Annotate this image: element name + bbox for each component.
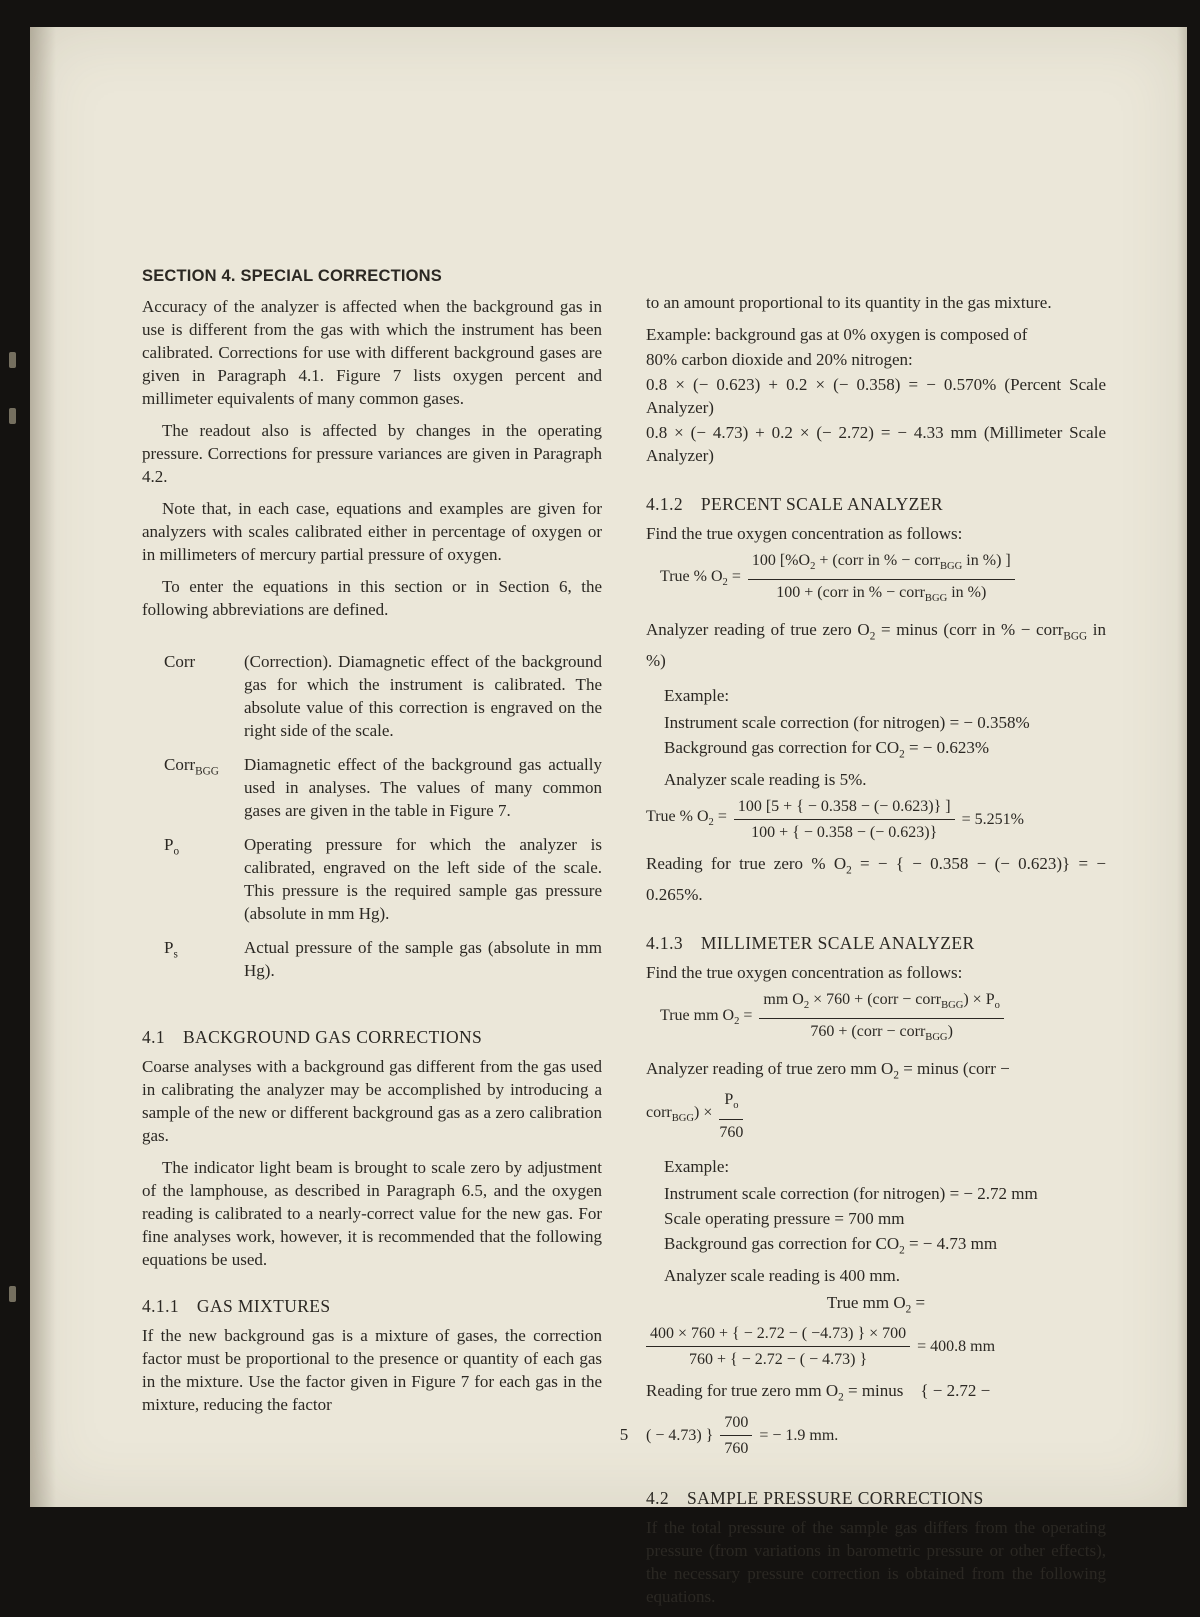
- fraction: [646, 1323, 910, 1370]
- document-page: [30, 27, 1187, 1606]
- paragraph: Note that, in each case, equations and examples are given for analyzers with scales calibrated either in percentage of oxygen or in millimeters of mercury partial pressure of oxygen.: [142, 499, 602, 564]
- paragraph: to an amount proportional to its quantity in the gas mixture.: [646, 293, 1052, 312]
- reading-line1: Reading for true zero mm $O_2$ = minus { − 2.72 −: [646, 1381, 991, 1404]
- definition-text: Operating pressure for which the analyzer is calibrated, engraved on the left side of the scale. This pressure is the required sample gas pressure (absolute in mm Hg).: [244, 835, 602, 923]
- paragraph: To enter the equations in this section or in Section 6, the following abbreviations are defined.: [142, 577, 602, 619]
- equation-true-percent-o2: [660, 550, 1106, 609]
- definition-term: $P_s$: [164, 938, 178, 961]
- zero-reading-line2: [646, 1089, 1106, 1142]
- paragraph: If the new background gas is a mixture of gases, the correction factor must be proportional to the presence or quantity of each gas in the mixture. Use the factor given in Figure 7 for each gas in the mixture, reducing the factor: [142, 1326, 602, 1414]
- equation-text: corr$_{BGG}$) ×: [646, 1104, 713, 1125]
- fraction-numerator: mm $O_2 \times 760$ + (corr − corr$_{BGG}$) × $P_o$: [759, 989, 1003, 1019]
- equation-rhs: = 5.251%: [961, 811, 1024, 829]
- paragraph: The readout also is affected by changes in the operating pressure. Corrections for pressure variances are given in Paragraph 4.2.: [142, 421, 602, 486]
- example-line: Instrument scale correction (for nitrogen) = − 2.72 mm: [664, 1183, 1038, 1203]
- example-line: Analyzer scale reading is 400 mm.: [664, 1265, 901, 1285]
- page-number: 5: [619, 1425, 629, 1444]
- heading-4-2: 4.2 SAMPLE PRESSURE CORRECTIONS: [646, 1487, 984, 1508]
- two-column-content: [142, 265, 1106, 1617]
- example-block: [664, 711, 1106, 791]
- fraction-denominator: 100 + (corr in % − corr$_{BGG}$ in %): [776, 584, 987, 605]
- heading-4-1: 4.1 BACKGROUND GAS CORRECTIONS: [142, 1027, 483, 1047]
- example-line: Scale operating pressure = 700 mm: [664, 1208, 905, 1228]
- definition-item: [164, 753, 602, 822]
- fraction-numerator: $P_o$: [719, 1089, 743, 1119]
- fraction: [734, 796, 955, 843]
- definition-item: [164, 650, 602, 742]
- right-column: [646, 265, 1106, 1617]
- example-line: Instrument scale correction (for nitrogen) = − 0.358%: [664, 712, 1030, 732]
- fraction-denominator: 100 + { − 0.358 − (− 0.623)}: [751, 824, 938, 842]
- equation-true-mm-o2-example: [646, 1323, 1106, 1370]
- paragraph: Find the true oxygen concentration as follows:: [646, 962, 963, 982]
- definition-term: Corr: [164, 652, 196, 671]
- fraction-denominator: 760 + (corr − corr$_{BGG}$): [810, 1022, 953, 1043]
- fraction-numerator: 400 × 760 + { − 2.72 − ( −4.73) } × 700: [646, 1323, 910, 1347]
- left-column: [142, 265, 602, 1617]
- definition-item: [164, 936, 602, 982]
- equation-rhs: = 400.8 mm: [917, 1338, 996, 1356]
- definition-text: Actual pressure of the sample gas (absolute in mm Hg).: [244, 938, 602, 980]
- heading-4-1-1: 4.1.1 GAS MIXTURES: [142, 1296, 331, 1316]
- fraction: [748, 550, 1015, 609]
- equation-text: ( − 4.73) }: [646, 1426, 714, 1444]
- binding-staple: [9, 408, 16, 424]
- binding-staple: [9, 352, 16, 368]
- paragraph: Reading for true zero % $O_2$ = − { − 0.358 − (− 0.623)} = − 0.265%.: [646, 854, 1106, 904]
- example-label: Example:: [664, 1156, 730, 1176]
- fraction-numerator: 100 [5 + { − 0.358 − (− 0.623)} ]: [734, 796, 955, 820]
- definition-item: [164, 833, 602, 925]
- calc-percent-scale: 0.8 × (− 0.623) + 0.2 × (− 0.358) = − 0.570% (Percent Scale Analyzer): [646, 375, 1106, 417]
- fraction: [759, 989, 1003, 1048]
- binding-staple: [9, 1286, 16, 1302]
- equation-lhs: True % $O_2$ =: [646, 808, 727, 829]
- heading-4-1-2: 4.1.2 PERCENT SCALE ANALYZER: [646, 494, 943, 514]
- paragraph: If the total pressure of the sample gas differs from the operating pressure (from variations in barometric pressure or other effects), the necessary pressure correction is obtained from the following equations.: [646, 1517, 1106, 1606]
- paragraph: The indicator light beam is brought to scale zero by adjustment of the lamphouse, as described in Paragraph 6.5, and the oxygen reading is calibrated to a nearly-correct value for the new gas. For fine analyses work, however, it is recommended that the following equations be used.: [142, 1158, 602, 1269]
- paragraph: Find the true oxygen concentration as follows:: [646, 524, 963, 543]
- calc-mm-scale: 0.8 × (− 4.73) + 0.2 × (− 2.72) = − 4.33 mm (Millimeter Scale Analyzer): [646, 423, 1106, 465]
- example-line: Background gas correction for $CO_2$ = − 0.623%: [664, 737, 990, 761]
- paragraph: Analyzer reading of true zero $O_2$ = minus (corr in % − corr$_{BGG}$ in %): [646, 620, 1106, 670]
- equation-lhs: True % $O_2$ =: [660, 568, 741, 589]
- paragraph: Accuracy of the analyzer is affected when the background gas in use is different from the gas with which the instrument has been calibrated. Corrections for use with different background gases are given in Paragraph 4.1. Figure 7 lists oxygen percent and millimeter equivalents of many common gases.: [142, 297, 602, 408]
- paragraph: Coarse analyses with a background gas different from the gas used in calibrating the analyzer may be accomplished by introducing a sample of the new or different background gas as a zero calibration gas.: [142, 1057, 602, 1145]
- example-block: [664, 1182, 1106, 1287]
- fraction-denominator: 760: [724, 1439, 749, 1457]
- fraction-numerator: 700: [720, 1412, 752, 1436]
- heading-4-1-3: 4.1.3 MILLIMETER SCALE ANALYZER: [646, 932, 975, 953]
- definition-text: Diamagnetic effect of the background gas actually used in analyses. The values of many common gases are given in the table in Figure 7.: [244, 755, 602, 820]
- example-line: Analyzer scale reading is 5%.: [664, 770, 867, 790]
- example-intro-line2: 80% carbon dioxide and 20% nitrogen:: [646, 350, 913, 369]
- definition-text: (Correction). Diamagnetic effect of the background gas for which the instrument is calibrated. The absolute value of this correction is engraved on the right side of the scale.: [244, 652, 602, 740]
- fraction-denominator: 760 + { − 2.72 − ( − 4.73) }: [689, 1351, 868, 1369]
- equation-lhs: True mm $O_2$ =: [660, 1006, 753, 1027]
- equation-true-percent-o2-example: [646, 796, 1106, 843]
- equation-rhs: = − 1.9 mm.: [759, 1426, 839, 1444]
- section-heading: SECTION 4. SPECIAL CORRECTIONS: [142, 267, 442, 285]
- definition-term: $P_o$: [164, 835, 180, 858]
- equation-lhs-centered: True mm $O_2$ =: [826, 1292, 926, 1316]
- example-label: Example:: [664, 685, 730, 705]
- example-intro-line1: Example: background gas at 0% oxygen is composed of: [646, 325, 1028, 344]
- zero-reading-line1: Analyzer reading of true zero mm $O_2$ = minus (corr −: [646, 1058, 1010, 1082]
- example-line: Background gas correction for $CO_2$ = − 4.73 mm: [664, 1233, 998, 1256]
- fraction-denominator: 760: [719, 1123, 744, 1141]
- definition-term: Corr$_{BGG}$: [164, 755, 219, 778]
- equation-true-mm-o2: [660, 989, 1106, 1048]
- fraction: [719, 1089, 743, 1142]
- abbreviation-definitions: [164, 650, 602, 982]
- fraction-numerator: 100 [$\%O_2$ + (corr in % − corr$_{BGG}$ in %) ]: [748, 550, 1015, 580]
